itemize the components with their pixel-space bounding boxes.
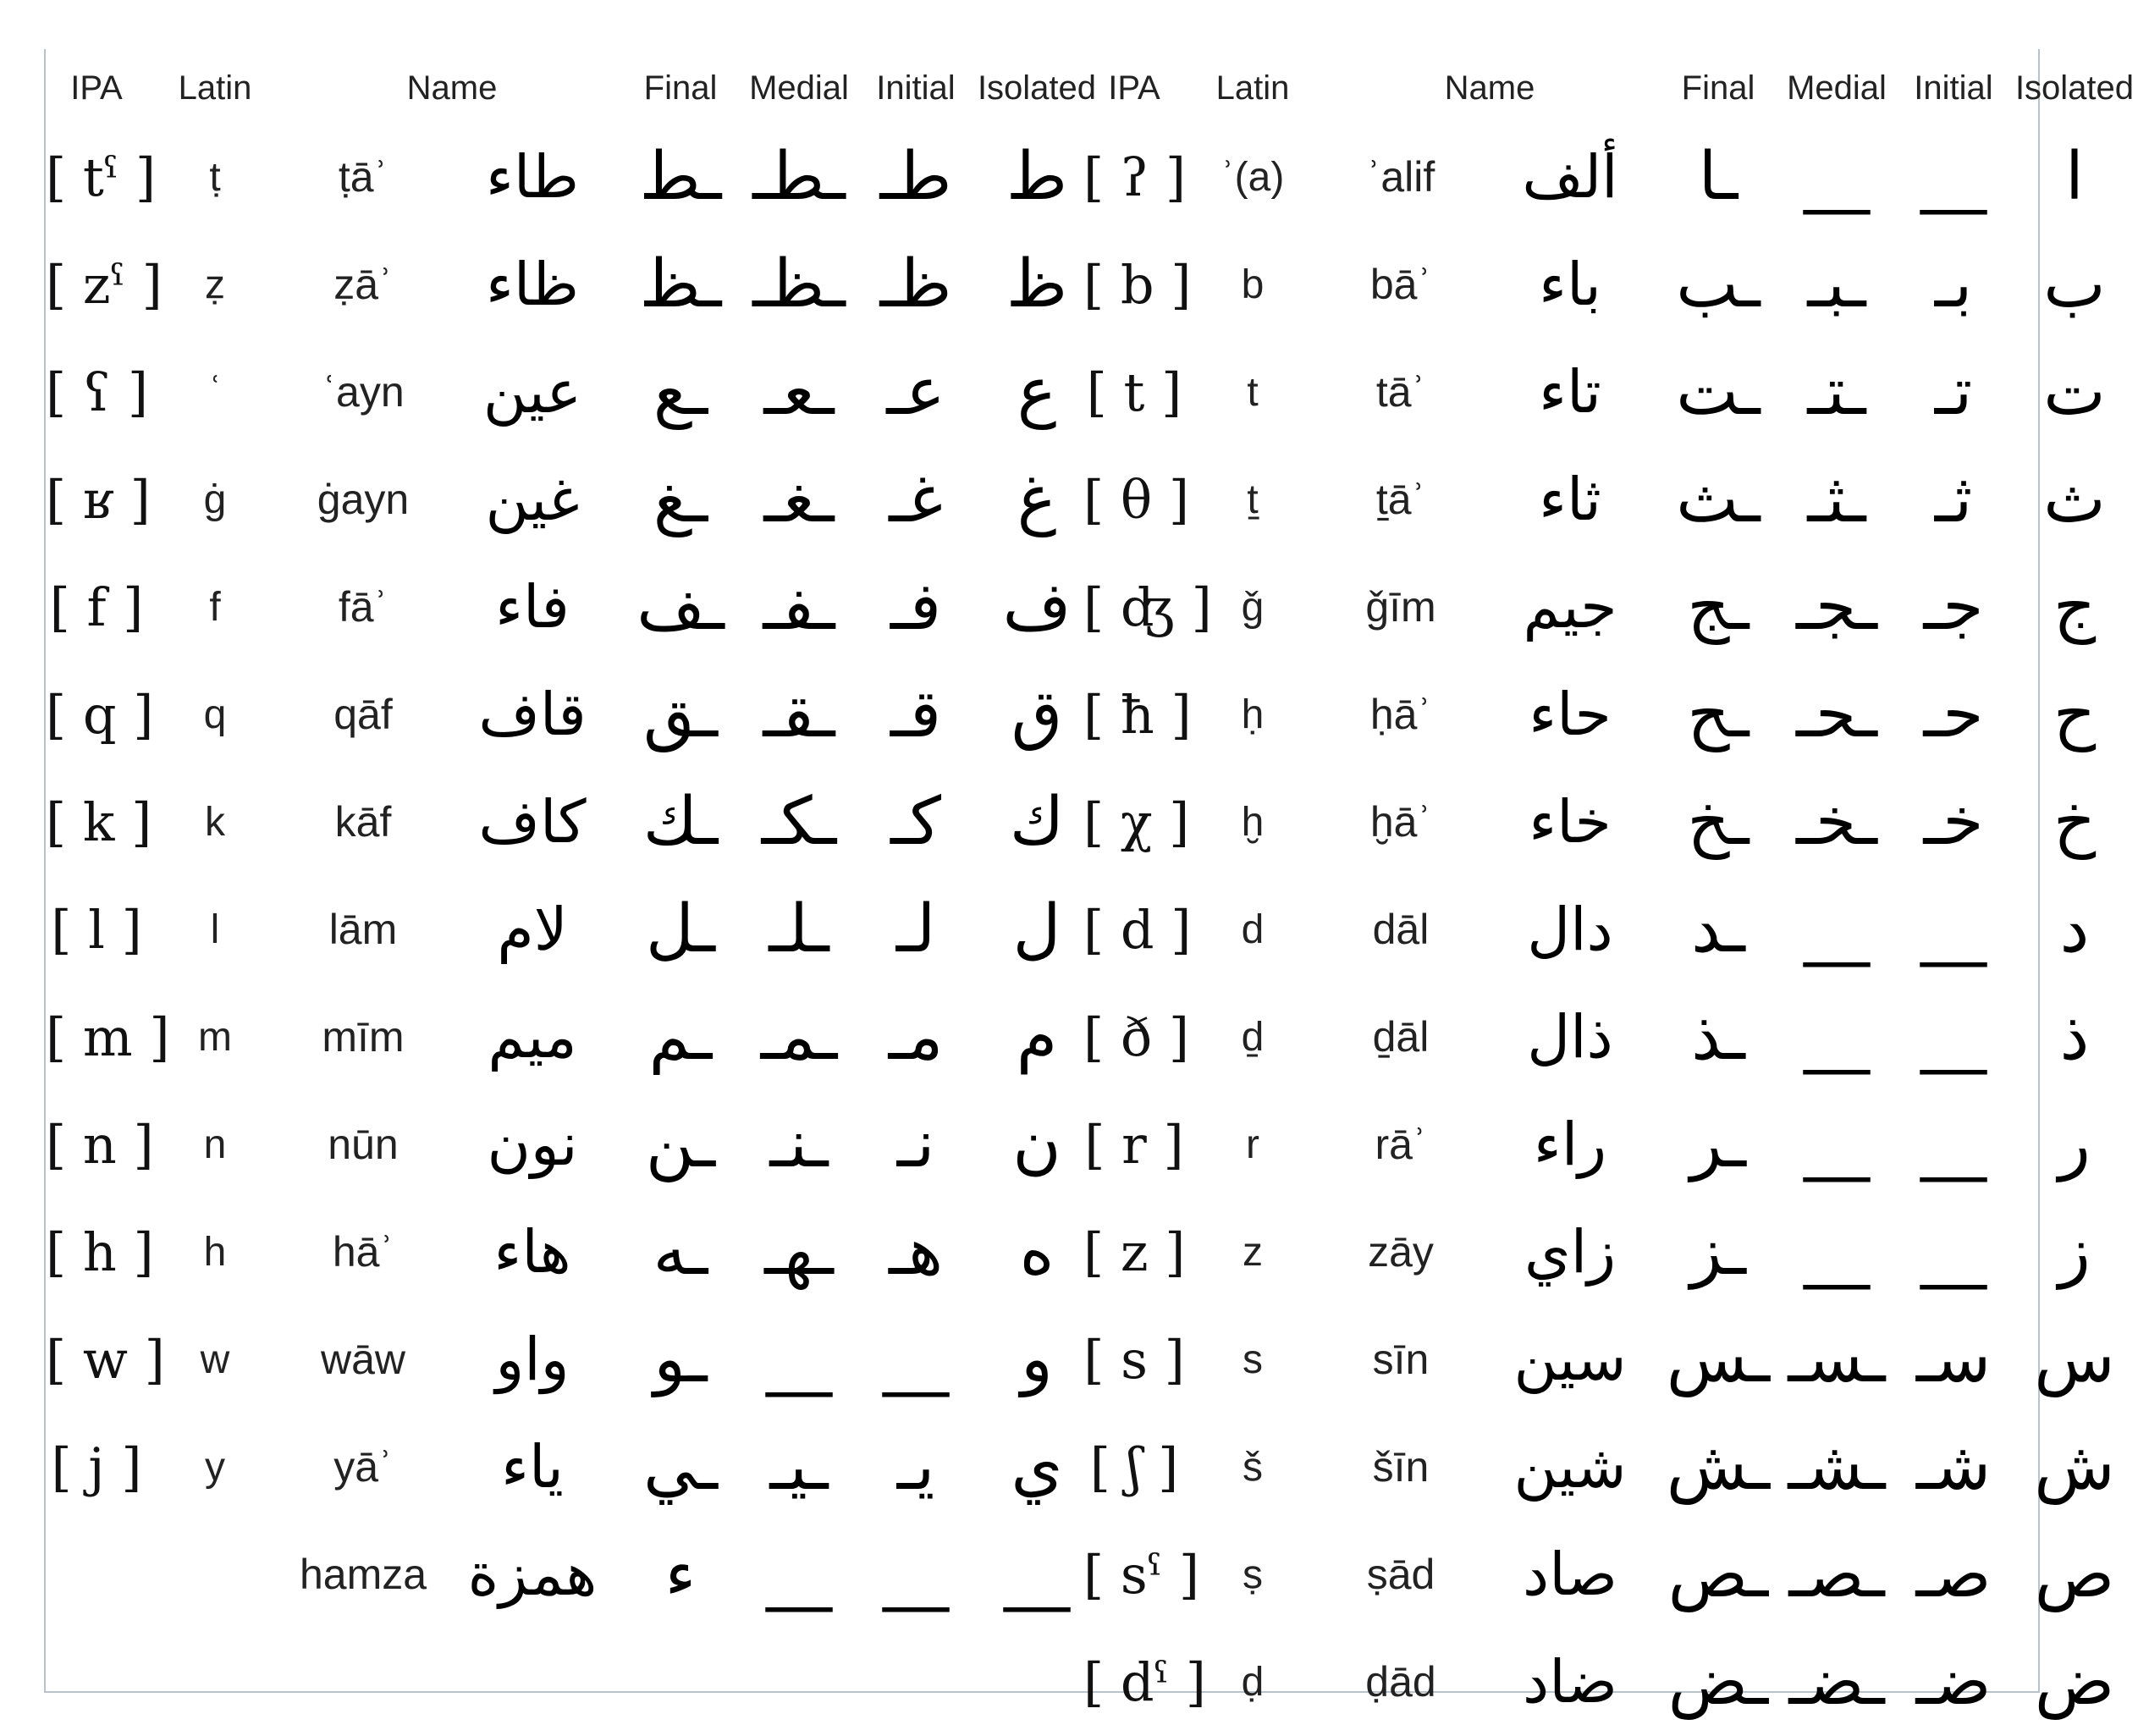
cell-latin: ḍ [1241, 1660, 1265, 1705]
cell-initial: غـ [889, 461, 943, 537]
cell-final: ـا [1698, 139, 1739, 215]
cell-name: dāl [1372, 906, 1430, 953]
table-row [46, 1199, 1100, 1306]
cell-medial: __ [1804, 891, 1870, 967]
table-row [46, 1306, 1100, 1414]
table-row [46, 769, 1100, 876]
cell-initial: __ [1920, 999, 1986, 1075]
cell-final: ـغ [653, 461, 708, 537]
cell-ipa: [ ʕ ] [46, 361, 149, 423]
table-row [46, 124, 1100, 231]
cell-isolated: د [2059, 891, 2090, 967]
cell-name: yāʾ [333, 1443, 393, 1491]
table-row [46, 661, 1100, 769]
cell-final: ـع [653, 354, 708, 430]
cell-medial: ـضـ [1788, 1644, 1885, 1720]
table-row [46, 876, 1100, 984]
cell-medial: ـجـ [1795, 569, 1878, 645]
cell-final: ـخ [1687, 784, 1750, 860]
cell-medial: ـعـ [763, 354, 835, 430]
cell-latin: w [200, 1337, 230, 1382]
cell-isolated: ت [2043, 354, 2106, 430]
cell-medial: ـهـ [764, 1214, 834, 1290]
cell-arabic: ضاد [1523, 1647, 1617, 1717]
cell-medial: ـحـ [1795, 676, 1878, 752]
table-row [46, 984, 1100, 1091]
cell-ipa: [ k ] [46, 791, 152, 853]
cell-isolated: ك [1009, 784, 1065, 860]
cell-ipa: [ j ] [51, 1436, 142, 1498]
header-latin: Latin [1215, 69, 1290, 107]
cell-isolated: ج [2053, 569, 2097, 645]
cell-name: ǧīm [1365, 583, 1436, 631]
cell-final: ـض [1667, 1644, 1769, 1720]
cell-medial: __ [1804, 1106, 1870, 1182]
table-row [1083, 984, 2138, 1091]
cell-initial: خـ [1923, 784, 1984, 860]
cell-latin: ḏ [1241, 1015, 1265, 1060]
cell-latin: d [1241, 907, 1265, 952]
header-initial: Initial [1914, 69, 1993, 107]
cell-medial: ـتـ [1807, 354, 1866, 430]
cell-medial: __ [1804, 999, 1870, 1075]
cell-initial: بـ [1934, 246, 1973, 322]
cell-name: hamza [299, 1551, 427, 1598]
table-row [46, 1521, 1100, 1629]
cell-latin: t [1247, 370, 1259, 415]
cell-ipa: [ q ] [46, 684, 154, 746]
cell-final: ـف [636, 569, 725, 645]
cell-initial: قـ [890, 676, 942, 752]
table-row [1083, 1199, 2138, 1306]
cell-isolated: ش [2034, 1429, 2115, 1505]
cell-ipa: [ l ] [51, 899, 142, 961]
cell-latin: ḫ [1241, 800, 1265, 845]
cell-latin: ʾ(a) [1221, 155, 1285, 200]
cell-initial: هـ [889, 1214, 943, 1290]
cell-medial: ـخـ [1795, 784, 1878, 860]
cell-arabic: غين [485, 465, 580, 534]
cell-isolated: ز [2058, 1214, 2091, 1290]
cell-initial: ثـ [1934, 461, 1973, 537]
cell-ipa: [ dˤ ] [1083, 1651, 1206, 1713]
cell-medial: ـثـ [1807, 461, 1866, 537]
cell-latin: f [209, 585, 221, 630]
cell-isolated: ن [1012, 1106, 1061, 1182]
cell-name: ẓāʾ [333, 261, 393, 308]
table-row [1083, 1414, 2138, 1521]
cell-isolated: و [1021, 1321, 1053, 1397]
cell-arabic: همزة [467, 1540, 598, 1609]
cell-final: ـج [1687, 569, 1750, 645]
cell-name: šīn [1372, 1443, 1430, 1491]
cell-initial: يـ [896, 1429, 935, 1505]
cell-isolated: ث [2043, 461, 2106, 537]
cell-isolated: ع [1017, 354, 1057, 430]
cell-ipa: [ sˤ ] [1083, 1544, 1200, 1606]
cell-latin: ʿ [208, 370, 222, 415]
cell-medial: __ [1804, 139, 1870, 215]
cell-ipa: [ m ] [46, 1006, 170, 1068]
cell-name: ġayn [317, 476, 410, 523]
cell-initial: طـ [879, 139, 952, 215]
cell-ipa: [ ħ ] [1083, 684, 1192, 746]
cell-latin [147, 1521, 283, 1629]
cell-arabic: عين [482, 357, 582, 427]
cell-isolated: ه [1019, 1214, 1055, 1290]
cell-isolated: ذ [2059, 999, 2090, 1075]
cell-arabic: حاء [1529, 680, 1612, 749]
cell-name: kāf [334, 798, 392, 846]
table-row [1083, 339, 2138, 446]
cell-latin: ǧ [1241, 585, 1265, 630]
cell-arabic: جيم [1523, 572, 1617, 642]
cell-ipa: [ ʔ ] [1083, 146, 1187, 208]
cell-latin: n [203, 1122, 227, 1167]
table-row [1083, 769, 2138, 876]
cell-ipa: [ ʁ ] [46, 469, 151, 531]
cell-arabic: كاف [478, 787, 587, 857]
cell-arabic: تاء [1539, 357, 1601, 427]
table-row [1083, 231, 2138, 339]
table-row [46, 554, 1100, 661]
table-row [46, 446, 1100, 554]
cell-isolated: ي [1011, 1429, 1063, 1505]
cell-final: ـد [1691, 891, 1745, 967]
cell-final: ـح [1687, 676, 1750, 752]
table-row [1083, 876, 2138, 984]
cell-arabic: سين [1513, 1325, 1627, 1394]
header-final: Final [643, 69, 718, 107]
cell-isolated: ر [2058, 1106, 2091, 1182]
cell-ipa: [ t ] [1086, 361, 1182, 423]
header-ipa: IPA [70, 69, 123, 107]
cell-final: ء [664, 1536, 697, 1612]
cell-latin: l [210, 907, 220, 952]
cell-isolated: ب [2043, 246, 2106, 322]
cell-arabic: طاء [486, 142, 579, 212]
cell-ipa: [ θ ] [1083, 469, 1190, 531]
cell-name: qāf [333, 691, 393, 738]
cell-ipa: [ h ] [46, 1221, 154, 1283]
table-row [46, 339, 1100, 446]
cell-initial: __ [1920, 1106, 1986, 1182]
header-latin: Latin [178, 69, 252, 107]
cell-initial: عـ [886, 354, 945, 430]
table-row [46, 231, 1100, 339]
cell-arabic: ظاء [486, 250, 579, 319]
cell-latin: ẓ [205, 262, 225, 307]
cell-name: rāʾ [1375, 1121, 1427, 1168]
cell-initial: __ [883, 1536, 949, 1612]
cell-ipa: [ ð ] [1083, 1006, 1190, 1068]
header-name: Name [406, 69, 498, 107]
cell-initial: صـ [1915, 1536, 1992, 1612]
cell-initial: __ [883, 1321, 949, 1397]
cell-initial: __ [1920, 1214, 1986, 1290]
cell-isolated: ط [1006, 139, 1068, 215]
cell-final: ـي [643, 1429, 718, 1505]
cell-name: bāʾ [1369, 261, 1432, 308]
cell-latin: š [1243, 1445, 1263, 1490]
header-isolated: Isolated [2014, 69, 2135, 107]
cell-final: ـل [646, 891, 715, 967]
cell-isolated: ص [2034, 1536, 2115, 1612]
cell-arabic: فاء [495, 572, 570, 642]
cell-latin: r [1246, 1122, 1259, 1167]
cell-arabic: ميم [488, 1002, 577, 1072]
cell-medial: ـظـ [752, 246, 846, 322]
cell-medial: ـقـ [763, 676, 835, 752]
cell-initial: سـ [1915, 1321, 1992, 1397]
cell-isolated: __ [1004, 1536, 1070, 1612]
cell-final: ـس [1666, 1321, 1771, 1397]
cell-arabic: باء [1539, 250, 1601, 319]
cell-final: ـط [639, 139, 722, 215]
cell-arabic: زاي [1524, 1217, 1617, 1287]
header-medial: Medial [749, 69, 849, 107]
cell-final: ـن [645, 1106, 716, 1182]
cell-final: ـم [648, 999, 713, 1075]
cell-isolated: ق [1011, 676, 1063, 752]
header-initial: Initial [876, 69, 956, 107]
cell-arabic: قاف [478, 680, 587, 749]
cell-initial: ظـ [879, 246, 952, 322]
cell-initial: حـ [1923, 676, 1984, 752]
cell-isolated: م [1016, 999, 1058, 1075]
cell-name: wāw [320, 1336, 406, 1383]
cell-isolated: ض [2034, 1644, 2115, 1720]
cell-latin: s [1243, 1337, 1263, 1382]
cell-initial: نـ [896, 1106, 935, 1182]
cell-medial: __ [766, 1321, 832, 1397]
cell-latin: ṭ [209, 155, 221, 200]
cell-final: ـش [1666, 1429, 1771, 1505]
cell-arabic: ياء [501, 1432, 564, 1502]
cell-name: ʾalif [1366, 153, 1435, 201]
cell-latin: ṣ [1243, 1552, 1263, 1597]
cell-medial: ـشـ [1788, 1429, 1886, 1505]
cell-initial: كـ [890, 784, 941, 860]
cell-arabic: لام [497, 895, 568, 964]
cell-arabic: ألف [1522, 142, 1618, 212]
cell-ipa: [ zˤ ] [46, 254, 163, 316]
cell-name: mīm [322, 1013, 405, 1061]
cell-final: ـر [1690, 1106, 1746, 1182]
cell-medial: __ [766, 1536, 832, 1612]
cell-latin: q [203, 692, 227, 737]
cell-ipa: [ b ] [1083, 254, 1192, 316]
cell-medial: ـمـ [760, 999, 838, 1075]
cell-latin: b [1241, 262, 1265, 307]
cell-final: ـو [653, 1321, 708, 1397]
cell-ipa: [ tˤ ] [46, 146, 157, 208]
cell-name: ṭāʾ [338, 153, 388, 201]
cell-name: lām [328, 906, 398, 953]
cell-medial: ـكـ [761, 784, 837, 860]
cell-ipa: [ d ] [1083, 899, 1192, 961]
cell-name: ṣād [1366, 1551, 1435, 1598]
cell-arabic: ثاء [1539, 465, 1601, 534]
header-medial: Medial [1787, 69, 1887, 107]
cell-final: ـب [1676, 246, 1761, 322]
cell-medial: ـطـ [752, 139, 846, 215]
cell-name: hāʾ [332, 1228, 394, 1276]
cell-name: ḥāʾ [1369, 691, 1432, 738]
cell-ipa: [ z ] [1083, 1221, 1186, 1283]
table-row [1083, 1091, 2138, 1199]
cell-final: ـق [643, 676, 718, 752]
cell-name: ḍād [1365, 1658, 1436, 1706]
cell-latin: m [198, 1015, 232, 1060]
cell-medial: ـصـ [1788, 1536, 1885, 1612]
cell-latin: ṯ [1247, 477, 1259, 522]
cell-initial: لـ [895, 891, 936, 967]
cell-final: ـذ [1691, 999, 1745, 1075]
cell-latin: k [205, 800, 225, 845]
table-row [1083, 1629, 2138, 1736]
cell-ipa: [ ʃ ] [1089, 1436, 1179, 1498]
cell-isolated: ف [1002, 569, 1072, 645]
cell-name: ḏāl [1372, 1013, 1430, 1061]
cell-name: fāʾ [338, 583, 388, 631]
table-row [46, 1414, 1100, 1521]
cell-ipa: [ χ ] [1083, 791, 1190, 853]
table-row [1083, 661, 2138, 769]
arabic-alphabet-table [44, 49, 2135, 1720]
cell-name: zāy [1368, 1228, 1434, 1276]
cell-arabic: صاد [1523, 1540, 1617, 1609]
cell-medial: ـغـ [763, 461, 835, 537]
cell-name: ḫāʾ [1369, 798, 1432, 846]
cell-ipa [46, 1521, 147, 1629]
cell-isolated: ل [1012, 891, 1061, 967]
cell-medial: ـيـ [769, 1429, 829, 1505]
cell-isolated: خ [2053, 784, 2097, 860]
cell-arabic: ذال [1527, 1002, 1613, 1072]
cell-isolated: غ [1017, 461, 1057, 537]
header-final: Final [1681, 69, 1755, 107]
cell-isolated: ظ [1006, 246, 1068, 322]
cell-ipa: [ s ] [1083, 1329, 1185, 1391]
cell-final: ـك [642, 784, 719, 860]
header-ipa: IPA [1108, 69, 1160, 107]
cell-name: ṯāʾ [1375, 476, 1426, 523]
cell-isolated: ا [2065, 139, 2084, 215]
cell-initial: __ [1920, 139, 1986, 215]
cell-final: ـظ [639, 246, 722, 322]
cell-latin: ġ [203, 477, 227, 522]
table-row [1083, 446, 2138, 554]
table-row [46, 1091, 1100, 1199]
cell-medial: ـفـ [763, 569, 835, 645]
cell-arabic: دال [1527, 895, 1613, 964]
cell-initial: تـ [1934, 354, 1973, 430]
table-row [1083, 124, 2138, 231]
header-name: Name [1444, 69, 1535, 107]
cell-final: ـز [1690, 1214, 1746, 1290]
cell-arabic: راء [1533, 1110, 1607, 1179]
cell-medial: ـبـ [1807, 246, 1866, 322]
cell-latin: z [1243, 1230, 1263, 1275]
cell-initial: __ [1920, 891, 1986, 967]
cell-arabic: شين [1513, 1432, 1627, 1502]
cell-latin: y [205, 1445, 225, 1490]
table-row [1083, 554, 2138, 661]
cell-initial: جـ [1923, 569, 1984, 645]
cell-final: ـت [1676, 354, 1761, 430]
cell-ipa: [ w ] [46, 1329, 165, 1391]
cell-ipa: [ ʤ ] [1083, 576, 1212, 638]
cell-ipa: [ r ] [1084, 1114, 1184, 1176]
table-row [1083, 1306, 2138, 1414]
cell-final: ـه [653, 1214, 708, 1290]
cell-arabic: نون [487, 1110, 578, 1179]
cell-arabic: واو [495, 1325, 570, 1394]
cell-latin: h [203, 1230, 227, 1275]
cell-ipa: [ n ] [46, 1114, 154, 1176]
cell-latin: ḥ [1241, 692, 1265, 737]
cell-medial: ـنـ [769, 1106, 829, 1182]
cell-final: ـص [1667, 1536, 1769, 1612]
cell-arabic: هاء [493, 1217, 571, 1287]
cell-name: nūn [328, 1121, 399, 1168]
cell-initial: ضـ [1915, 1644, 1992, 1720]
table-row [1083, 1521, 2138, 1629]
cell-final: ـث [1676, 461, 1761, 537]
cell-initial: مـ [888, 999, 944, 1075]
cell-initial: شـ [1915, 1429, 1992, 1505]
cell-medial: ـسـ [1788, 1321, 1886, 1397]
cell-arabic: خاء [1529, 787, 1612, 857]
cell-name: sīn [1372, 1336, 1430, 1383]
header-isolated: Isolated [977, 69, 1097, 107]
cell-name: ʿayn [322, 368, 405, 416]
cell-name: tāʾ [1375, 368, 1426, 416]
cell-isolated: س [2034, 1321, 2115, 1397]
cell-initial: فـ [890, 569, 942, 645]
cell-isolated: ح [2053, 676, 2097, 752]
cell-medial: ـلـ [769, 891, 829, 967]
cell-ipa: [ f ] [49, 576, 144, 638]
cell-medial: __ [1804, 1214, 1870, 1290]
